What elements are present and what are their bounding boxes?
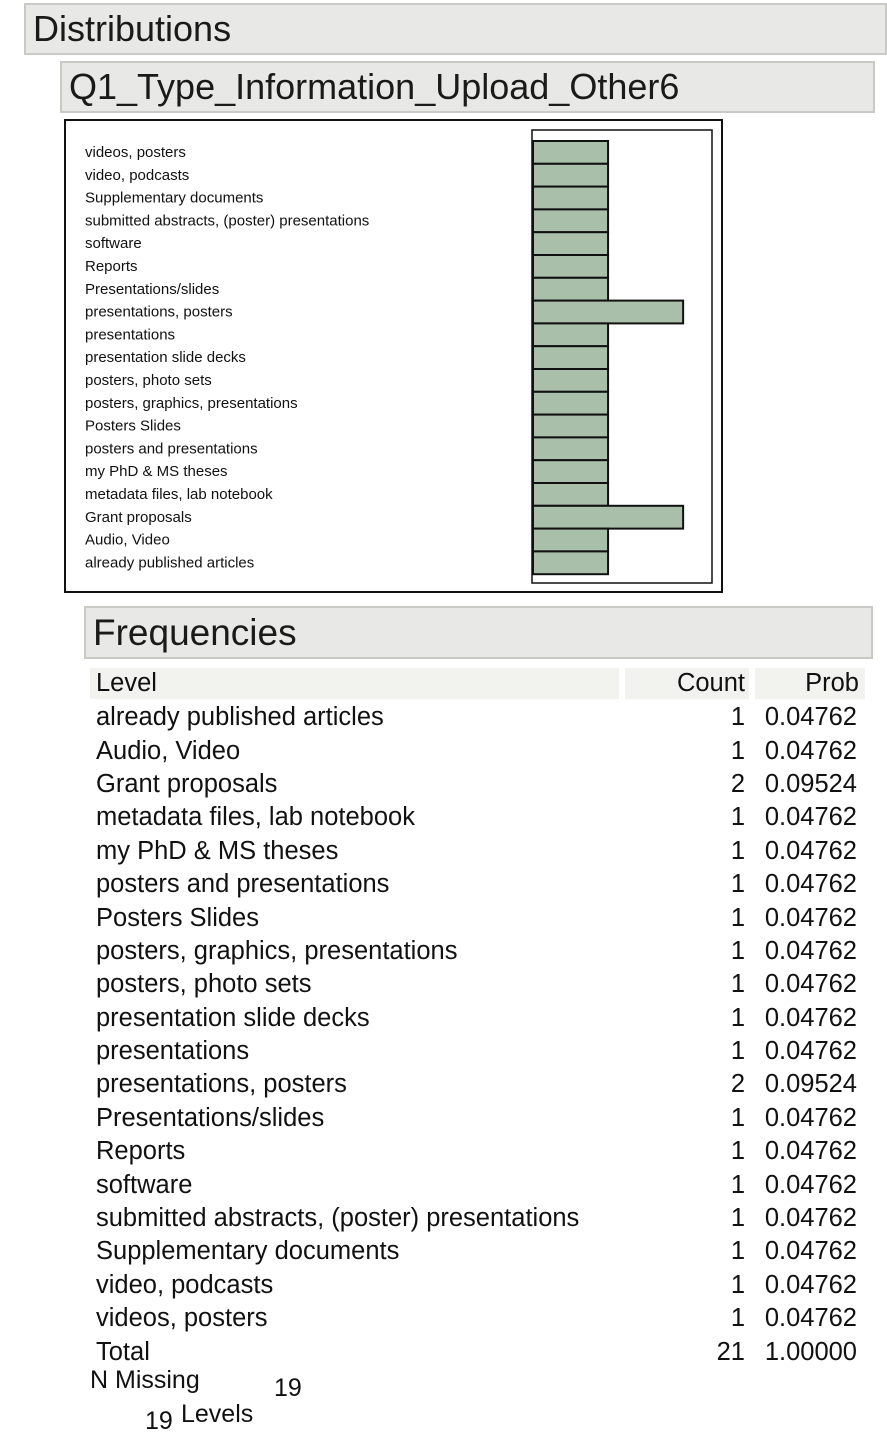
bar-label: Presentations/slides <box>85 280 220 298</box>
table-row <box>90 1102 865 1135</box>
count-cell: 1 <box>730 736 745 765</box>
table-row <box>90 868 865 901</box>
count-cell: 1 <box>730 803 745 832</box>
bar-label: presentation slide decks <box>85 349 246 367</box>
count-cell: 1 <box>730 1304 745 1333</box>
prob-cell: 0.04762 <box>764 1304 857 1333</box>
prob-cell: 0.04762 <box>764 1270 857 1299</box>
bar-label: video, podcasts <box>85 166 190 184</box>
frequencies-table <box>90 668 865 1369</box>
table-row <box>90 1235 865 1268</box>
variable-header[interactable] <box>60 61 875 113</box>
table-row <box>90 734 865 767</box>
level-cell: Presentations/slides <box>96 1103 325 1132</box>
count-cell: 1 <box>730 836 745 865</box>
prob-cell: 0.04762 <box>764 1237 857 1266</box>
bar[interactable] <box>533 323 608 346</box>
bar[interactable] <box>533 346 608 369</box>
count-cell: 1 <box>730 1003 745 1032</box>
frequencies-header[interactable] <box>84 606 873 659</box>
level-cell: posters and presentations <box>96 870 390 899</box>
levels-label: Levels <box>181 1400 254 1428</box>
level-cell: Supplementary documents <box>96 1237 400 1266</box>
level-cell: video, podcasts <box>96 1270 274 1299</box>
count-cell: 1 <box>730 1137 745 1166</box>
table-row <box>90 1068 865 1101</box>
n-missing-label: N Missing <box>90 1366 200 1394</box>
bar[interactable] <box>533 141 608 164</box>
table-row <box>90 768 865 801</box>
table-row <box>90 1269 865 1302</box>
bar-label: posters and presentations <box>85 440 258 458</box>
bar-label: Grant proposals <box>85 508 192 526</box>
prob-cell: 0.04762 <box>764 903 857 932</box>
prob-cell: 0.04762 <box>764 1204 857 1233</box>
table-row <box>90 968 865 1001</box>
bar-label: Reports <box>85 258 138 275</box>
bar-label: my PhD & MS theses <box>85 463 228 481</box>
table-row <box>90 1302 865 1335</box>
prob-cell: 0.04762 <box>764 1170 857 1199</box>
count-cell: 1 <box>730 903 745 932</box>
total-prob: 1.00000 <box>764 1337 857 1366</box>
table-header-row <box>90 668 865 701</box>
level-cell: posters, photo sets <box>96 970 312 999</box>
level-cell: my PhD & MS theses <box>96 836 339 865</box>
column-header-count[interactable]: Count <box>625 668 755 701</box>
bar[interactable] <box>533 164 608 187</box>
total-count: 21 <box>716 1337 745 1366</box>
bar-label: submitted abstracts, (poster) presentations <box>85 212 370 230</box>
count-cell: 1 <box>730 1103 745 1132</box>
level-cell: posters, graphics, presentations <box>96 936 458 965</box>
bar-label: posters, graphics, presentations <box>85 394 298 412</box>
count-cell: 1 <box>730 870 745 899</box>
count-cell: 1 <box>730 1170 745 1199</box>
count-cell: 1 <box>730 1204 745 1233</box>
bar-label: Audio, Video <box>85 531 170 549</box>
bar-label: posters, photo sets <box>85 372 212 389</box>
bar[interactable] <box>533 415 608 438</box>
bar[interactable] <box>533 232 608 255</box>
prob-cell: 0.04762 <box>764 1137 857 1166</box>
table-row <box>90 701 865 734</box>
count-cell: 1 <box>730 1237 745 1266</box>
level-cell: presentations <box>96 1037 250 1066</box>
count-cell: 1 <box>730 1037 745 1066</box>
prob-cell: 0.04762 <box>764 1037 857 1066</box>
prob-cell: 0.09524 <box>764 1070 857 1099</box>
level-cell: Posters Slides <box>96 903 259 932</box>
level-cell: submitted abstracts, (poster) presentations <box>96 1204 580 1233</box>
prob-cell: 0.09524 <box>764 769 857 798</box>
total-row <box>90 1335 865 1368</box>
level-cell: presentations, posters <box>96 1070 347 1099</box>
count-cell: 1 <box>730 1270 745 1299</box>
bar-label: presentations, posters <box>85 303 233 321</box>
frequencies-title: Frequencies <box>93 611 297 653</box>
count-cell: 1 <box>730 970 745 999</box>
variable-title: Q1_Type_Information_Upload_Other6 <box>69 66 680 107</box>
table-row <box>90 1002 865 1035</box>
prob-cell: 0.04762 <box>764 803 857 832</box>
bar[interactable] <box>533 255 608 278</box>
prob-cell: 0.04762 <box>764 936 857 965</box>
table-row <box>90 835 865 868</box>
bar-label: software <box>85 235 142 253</box>
count-cell: 1 <box>730 936 745 965</box>
bar[interactable] <box>533 392 608 415</box>
column-header-level[interactable]: Level <box>90 668 625 701</box>
prob-cell: 0.04762 <box>764 1003 857 1032</box>
n-missing-value: 19 <box>274 1374 302 1402</box>
bar-label: presentations <box>85 326 176 344</box>
table-row <box>90 935 865 968</box>
level-cell: videos, posters <box>96 1304 268 1333</box>
bar[interactable] <box>533 483 608 506</box>
bar[interactable] <box>533 551 608 574</box>
prob-cell: 0.04762 <box>764 836 857 865</box>
bar-chart-panel <box>64 119 723 593</box>
bar[interactable] <box>533 460 608 483</box>
level-cell: Reports <box>96 1137 186 1166</box>
bar[interactable] <box>533 301 683 324</box>
total-label: Total <box>96 1337 150 1366</box>
level-cell: already published articles <box>96 703 384 732</box>
count-cell: 1 <box>730 703 745 732</box>
bar-chart <box>66 121 721 591</box>
table-row <box>90 1135 865 1168</box>
bar[interactable] <box>533 187 608 210</box>
bar[interactable] <box>533 506 683 529</box>
bar[interactable] <box>533 278 608 301</box>
level-cell: metadata files, lab notebook <box>96 803 415 832</box>
level-cell: Grant proposals <box>96 769 278 798</box>
level-cell: presentation slide decks <box>96 1003 370 1032</box>
table-row <box>90 801 865 834</box>
level-cell: Audio, Video <box>96 736 241 765</box>
table-row <box>90 1202 865 1235</box>
bar[interactable] <box>533 529 608 552</box>
table-row <box>90 901 865 934</box>
count-cell: 2 <box>730 1070 745 1099</box>
table-row <box>90 1168 865 1201</box>
bar[interactable] <box>533 209 608 232</box>
distributions-header[interactable] <box>24 3 887 55</box>
bar[interactable] <box>533 369 608 392</box>
bar-label: Supplementary documents <box>85 189 264 207</box>
bar[interactable] <box>533 437 608 460</box>
prob-cell: 0.04762 <box>764 870 857 899</box>
levels-value: 19 <box>145 1407 173 1435</box>
distributions-title: Distributions <box>33 8 232 49</box>
bar-label: videos, posters <box>85 144 186 161</box>
level-cell: software <box>96 1170 193 1199</box>
prob-cell: 0.04762 <box>764 970 857 999</box>
column-header-prob[interactable]: Prob <box>755 668 865 701</box>
prob-cell: 0.04762 <box>764 1103 857 1132</box>
prob-cell: 0.04762 <box>764 736 857 765</box>
table-row <box>90 1035 865 1068</box>
bar-label: Posters Slides <box>85 417 181 435</box>
prob-cell: 0.04762 <box>764 703 857 732</box>
bar-label: metadata files, lab notebook <box>85 486 273 503</box>
count-cell: 2 <box>730 769 745 798</box>
bar-label: already published articles <box>85 554 255 572</box>
